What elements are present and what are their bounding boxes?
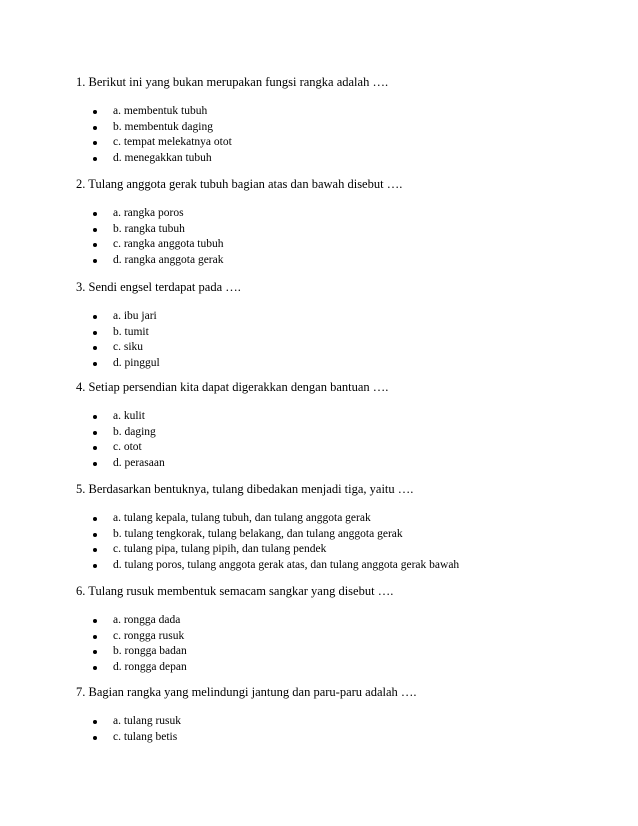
bullet-icon — [93, 141, 97, 145]
question-text: 5. Berdasarkan bentuknya, tulang dibedakan menjadi tiga, yaitu …. — [76, 482, 414, 496]
option-d — [76, 456, 616, 472]
option-list — [76, 714, 616, 745]
option-label: a. rangka poros — [113, 207, 184, 219]
question-text: 6. Tulang rusuk membentuk semacam sangkar yang disebut …. — [76, 584, 394, 598]
question-3 — [76, 279, 616, 371]
option-c — [76, 237, 616, 253]
bullet-icon — [93, 212, 97, 216]
option-label: b. rongga badan — [113, 645, 187, 657]
question-text: 1. Berikut ini yang bukan merupakan fungsi rangka adalah …. — [76, 75, 389, 89]
option-label: b. tulang tengkorak, tulang belakang, dan tulang anggota gerak — [113, 527, 403, 540]
question-4 — [76, 379, 616, 471]
option-label: a. membentuk tubuh — [113, 105, 208, 117]
bullet-icon — [93, 720, 97, 724]
option-label: d. perasaan — [113, 456, 165, 469]
option-c — [76, 542, 616, 558]
option-d — [76, 356, 616, 372]
option-d — [76, 558, 616, 574]
bullet-icon — [93, 415, 97, 419]
option-label: c. tempat melekatnya otot — [113, 136, 232, 148]
option-label: b. rangka tubuh — [113, 222, 185, 235]
question-5 — [76, 481, 616, 573]
bullet-icon — [93, 228, 97, 232]
option-list — [76, 309, 616, 371]
bullet-icon — [93, 548, 97, 552]
option-label: c. rangka anggota tubuh — [113, 238, 224, 250]
option-label: c. rongga rusuk — [113, 629, 185, 642]
option-b — [76, 120, 616, 136]
bullet-icon — [93, 533, 97, 537]
option-d — [76, 660, 616, 676]
option-a — [76, 206, 616, 222]
bullet-icon — [93, 431, 97, 435]
option-list — [76, 511, 616, 573]
question-1 — [76, 74, 616, 166]
option-c — [76, 440, 616, 456]
option-list — [76, 104, 616, 166]
option-label: c. otot — [113, 441, 142, 453]
option-a — [76, 511, 616, 527]
bullet-icon — [93, 315, 97, 319]
option-label: d. pinggul — [113, 356, 160, 369]
option-c — [76, 730, 616, 746]
option-label: c. siku — [113, 341, 144, 353]
bullet-icon — [93, 331, 97, 335]
option-label: d. tulang poros, tulang anggota gerak atas, dan tulang anggota gerak bawah — [113, 558, 460, 571]
option-b — [76, 325, 616, 341]
option-label: d. menegakkan tubuh — [113, 151, 212, 164]
option-a — [76, 104, 616, 120]
option-b — [76, 644, 616, 660]
option-label: c. tulang pipa, tulang pipih, dan tulang pendek — [113, 543, 327, 555]
option-a — [76, 613, 616, 629]
question-2 — [76, 176, 616, 268]
bullet-icon — [93, 446, 97, 450]
option-label: b. tumit — [113, 325, 149, 338]
option-label: b. daging — [113, 425, 156, 438]
bullet-icon — [93, 157, 97, 161]
option-a — [76, 409, 616, 425]
bullet-icon — [93, 736, 97, 740]
question-text: 3. Sendi engsel terdapat pada …. — [76, 280, 241, 294]
option-label: a. tulang kepala, tulang tubuh, dan tulang anggota gerak — [113, 512, 371, 524]
bullet-icon — [93, 243, 97, 247]
bullet-icon — [93, 619, 97, 623]
question-text: 7. Bagian rangka yang melindungi jantung dan paru-paru adalah …. — [76, 685, 417, 699]
bullet-icon — [93, 517, 97, 521]
option-b — [76, 222, 616, 238]
question-text: 4. Setiap persendian kita dapat digerakkan dengan bantuan …. — [76, 380, 389, 394]
bullet-icon — [93, 666, 97, 670]
option-d — [76, 151, 616, 167]
option-list — [76, 409, 616, 471]
option-label: d. rangka anggota gerak — [113, 253, 224, 266]
option-label: a. rongga dada — [113, 614, 181, 626]
bullet-icon — [93, 650, 97, 654]
option-d — [76, 253, 616, 269]
bullet-icon — [93, 110, 97, 114]
bullet-icon — [93, 259, 97, 263]
option-label: b. membentuk daging — [113, 120, 213, 133]
bullet-icon — [93, 346, 97, 350]
bullet-icon — [93, 462, 97, 466]
bullet-icon — [93, 126, 97, 130]
option-b — [76, 527, 616, 543]
option-list — [76, 613, 616, 675]
option-b — [76, 425, 616, 441]
option-label: c. tulang betis — [113, 730, 178, 743]
bullet-icon — [93, 362, 97, 366]
option-label: a. ibu jari — [113, 310, 157, 322]
option-c — [76, 135, 616, 151]
option-a — [76, 309, 616, 325]
question-7 — [76, 684, 616, 745]
option-c — [76, 629, 616, 645]
option-label: a. kulit — [113, 410, 145, 422]
question-6 — [76, 583, 616, 675]
bullet-icon — [93, 564, 97, 568]
option-label: a. tulang rusuk — [113, 715, 182, 727]
option-label: d. rongga depan — [113, 660, 187, 673]
option-a — [76, 714, 616, 730]
option-c — [76, 340, 616, 356]
question-text: 2. Tulang anggota gerak tubuh bagian atas dan bawah disebut …. — [76, 177, 403, 191]
bullet-icon — [93, 635, 97, 639]
option-list — [76, 206, 616, 268]
